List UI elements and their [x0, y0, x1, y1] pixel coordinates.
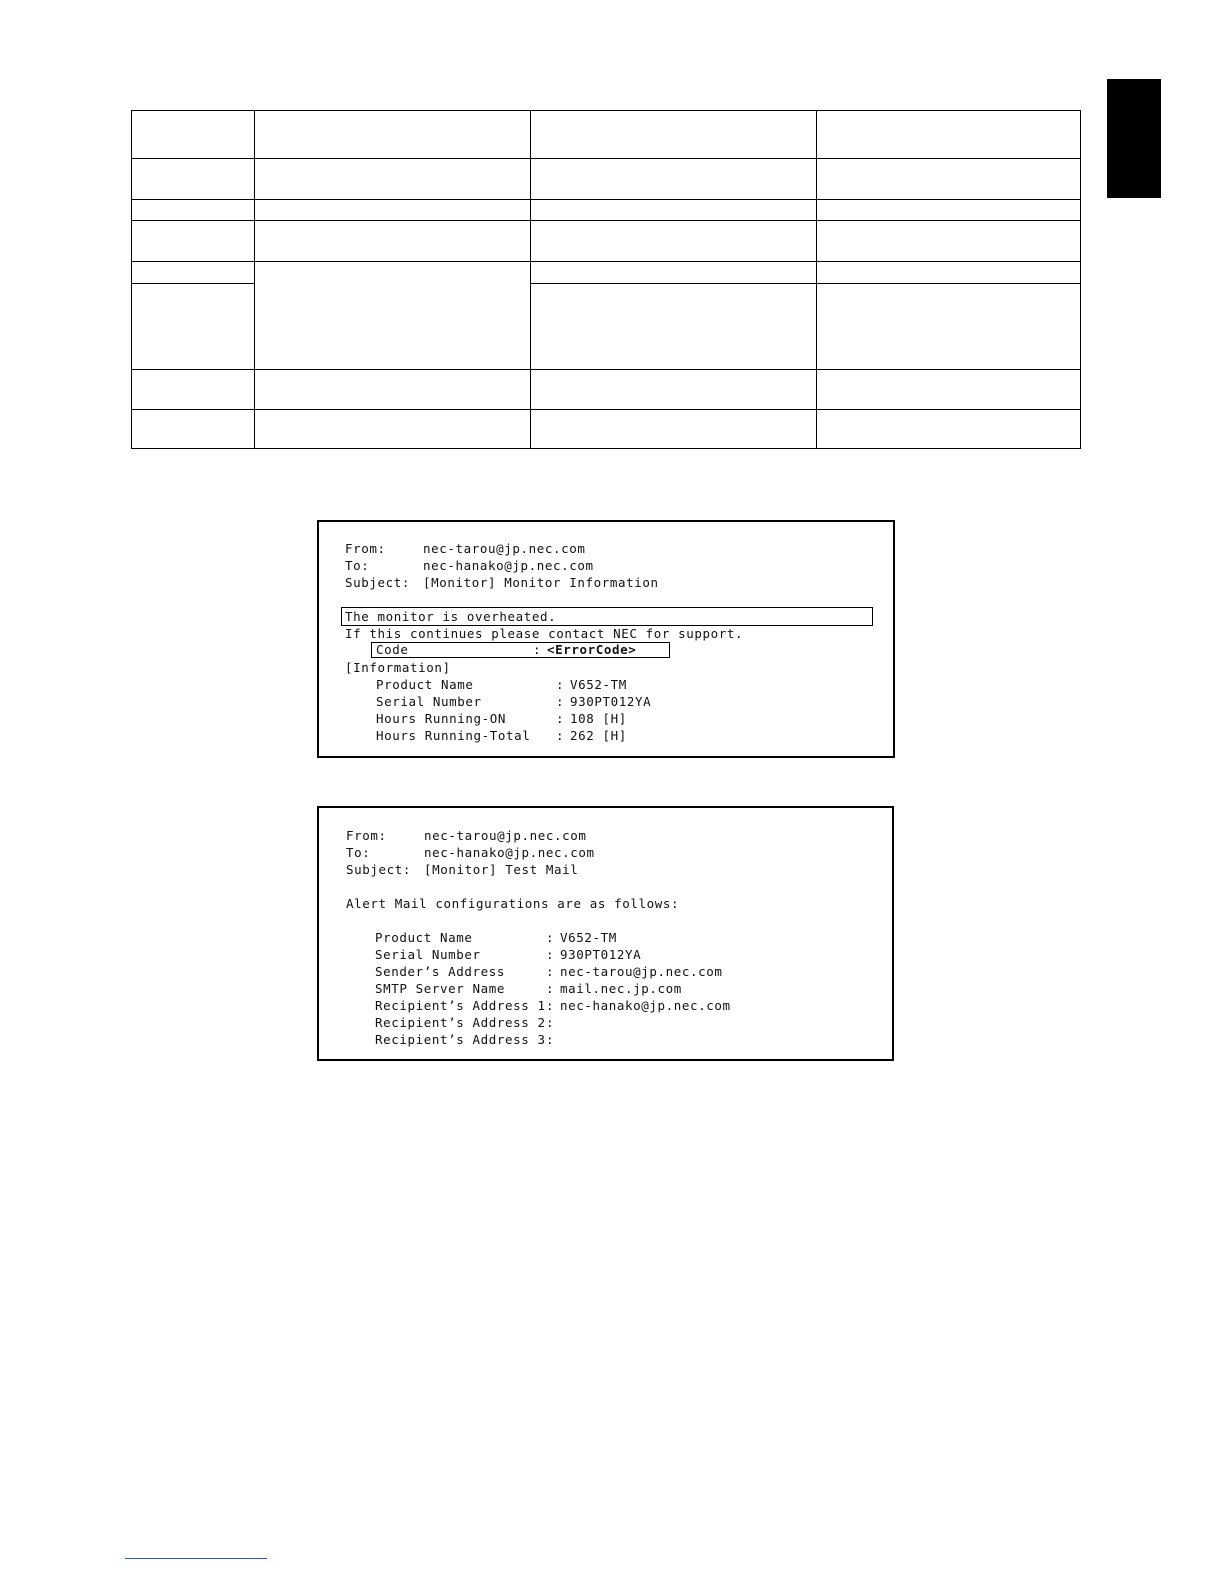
config-separator: : — [546, 930, 555, 945]
table-cell — [531, 159, 817, 200]
config-separator: : — [546, 964, 555, 979]
to-value: nec-hanako@jp.nec.com — [424, 845, 595, 860]
code-label: Code — [376, 642, 409, 657]
intro-line: Alert Mail configurations are as follows: — [346, 896, 680, 911]
table-cell — [531, 111, 817, 159]
table-cell — [255, 200, 531, 221]
info-separator: : — [556, 694, 565, 709]
table-cell — [531, 221, 817, 262]
from-value: nec-tarou@jp.nec.com — [423, 541, 586, 556]
table-cell — [531, 200, 817, 221]
table-cell — [817, 262, 1081, 284]
from-label: From: — [346, 828, 387, 843]
from-value: nec-tarou@jp.nec.com — [424, 828, 587, 843]
table-cell — [132, 410, 255, 448]
config-label: SMTP Server Name — [375, 981, 506, 996]
info-label: Product Name — [376, 677, 474, 692]
table-cell — [817, 200, 1081, 221]
table-cell — [132, 221, 255, 262]
info-label: Hours Running-ON — [376, 711, 507, 726]
config-separator: : — [546, 1032, 555, 1047]
config-label: Sender’s Address — [375, 964, 506, 979]
table-cell — [132, 159, 255, 200]
table-cell — [817, 111, 1081, 159]
table-cell — [132, 111, 255, 159]
config-separator: : — [546, 947, 555, 962]
config-label: Product Name — [375, 930, 473, 945]
info-value: V652-TM — [570, 677, 627, 692]
info-label: Hours Running-Total — [376, 728, 531, 743]
table-cell — [255, 262, 531, 370]
config-label: Recipient’s Address 1 — [375, 998, 546, 1013]
config-label: Recipient’s Address 3 — [375, 1032, 546, 1047]
table-cell — [255, 370, 531, 410]
info-separator: : — [556, 711, 565, 726]
table-cell — [531, 410, 817, 448]
subject-value: [Monitor] Monitor Information — [423, 575, 659, 590]
info-label: Serial Number — [376, 694, 482, 709]
config-value: nec-hanako@jp.nec.com — [560, 998, 731, 1013]
subject-label: Subject: — [345, 575, 411, 590]
support-line: If this continues please contact NEC for support. — [345, 626, 744, 641]
table-cell — [132, 262, 255, 284]
subject-label: Subject: — [346, 862, 412, 877]
table-cell — [132, 200, 255, 221]
table-cell — [817, 410, 1081, 448]
table-cell — [817, 370, 1081, 410]
to-value: nec-hanako@jp.nec.com — [423, 558, 594, 573]
info-value: 930PT012YA — [570, 694, 652, 709]
config-value: 930PT012YA — [560, 947, 642, 962]
alert-mail-sample — [317, 520, 895, 758]
config-value: nec-tarou@jp.nec.com — [560, 964, 723, 979]
from-label: From: — [345, 541, 386, 556]
table-cell — [817, 221, 1081, 262]
info-value: 108 [H] — [570, 711, 627, 726]
table-cell — [531, 284, 817, 370]
footnote-rule — [125, 1558, 267, 1559]
config-separator: : — [546, 981, 555, 996]
table-cell — [132, 370, 255, 410]
info-value: 262 [H] — [570, 728, 627, 743]
table-cell — [255, 410, 531, 448]
info-separator: : — [556, 677, 565, 692]
config-label: Recipient’s Address 2 — [375, 1015, 546, 1030]
config-label: Serial Number — [375, 947, 481, 962]
table-cell — [531, 262, 817, 284]
config-separator: : — [546, 1015, 555, 1030]
subject-value: [Monitor] Test Mail — [424, 862, 579, 877]
info-separator: : — [556, 728, 565, 743]
test-mail-sample — [317, 806, 894, 1061]
to-label: To: — [345, 558, 370, 573]
info-heading: [Information] — [345, 660, 451, 675]
table-cell — [132, 284, 255, 370]
alert-message: The monitor is overheated. — [345, 609, 557, 624]
table-cell — [817, 159, 1081, 200]
table-cell — [817, 284, 1081, 370]
table-cell — [255, 159, 531, 200]
table-cell — [255, 221, 531, 262]
chapter-tab-marker — [1107, 79, 1161, 198]
config-separator: : — [546, 998, 555, 1013]
table-cell — [255, 111, 531, 159]
config-value: V652-TM — [560, 930, 617, 945]
code-separator: : — [533, 642, 542, 657]
to-label: To: — [346, 845, 371, 860]
table-cell — [531, 370, 817, 410]
code-value: <ErrorCode> — [547, 642, 637, 657]
settings-table — [131, 110, 1081, 449]
config-value: mail.nec.jp.com — [560, 981, 682, 996]
